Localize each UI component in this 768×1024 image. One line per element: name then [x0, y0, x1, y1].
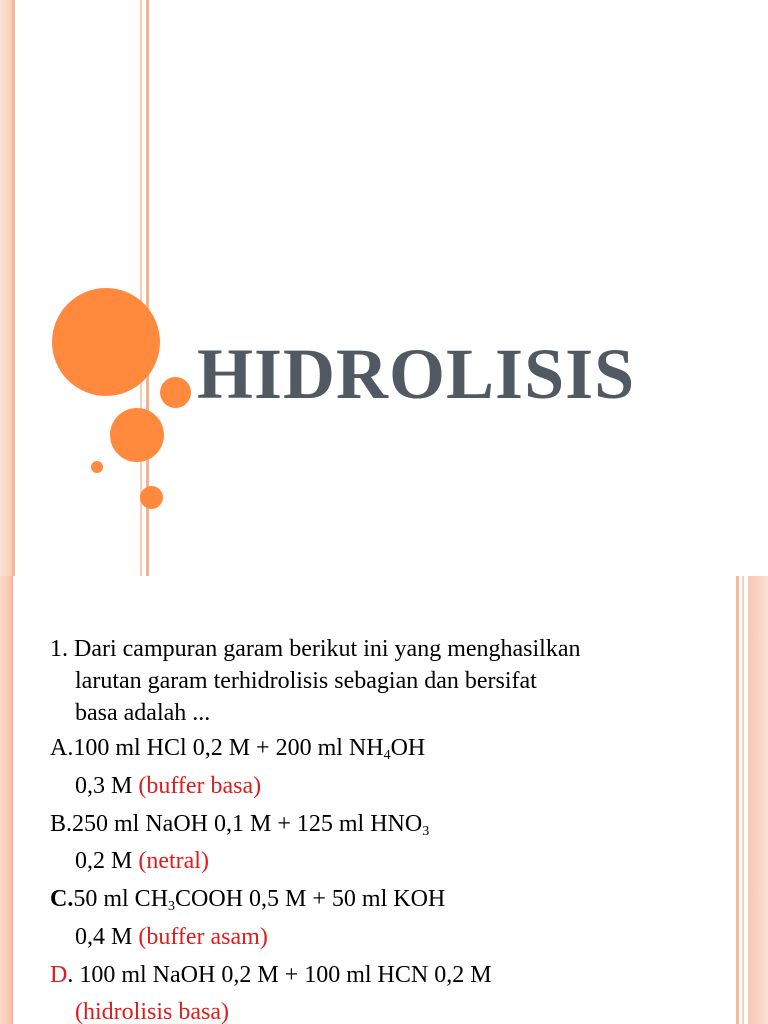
- option-d-text: . 100 ml NaOH 0,2 M + 100 ml HCN 0,2 M: [67, 962, 492, 988]
- option-a-conc: 0,3 M: [75, 773, 139, 799]
- option-b-subscript: 3: [422, 824, 430, 839]
- option-d: [50, 963, 492, 987]
- option-c-note: (buffer asam): [138, 924, 268, 950]
- question-slide: [0, 576, 768, 1024]
- option-c-letter: C.: [50, 886, 74, 912]
- option-d-letter: D: [50, 962, 68, 988]
- question-line-2: larutan garam terhidrolisis sebagian dan bersifat: [75, 668, 537, 694]
- decor-line: [12, 0, 15, 576]
- option-c: [50, 886, 446, 914]
- decor-circle-tiny: [91, 461, 103, 473]
- option-a-note: (buffer basa): [138, 773, 262, 799]
- slide-title: HIDROLISIS: [197, 334, 636, 414]
- option-a-text-end: OH: [390, 735, 426, 761]
- option-a-text: 100 ml HCl 0,2 M + 200 ml NH: [73, 735, 384, 761]
- option-d-note: (hidrolisis basa): [75, 999, 229, 1024]
- option-b: [50, 811, 430, 839]
- option-c-conc: 0,4 M: [75, 924, 139, 950]
- option-b-conc: 0,2 M: [75, 848, 139, 874]
- question-line-1: 1. Dari campuran garam berikut ini yang menghasilkan: [50, 636, 581, 662]
- option-b-letter: B.: [50, 811, 73, 837]
- option-a-subscript: 4: [383, 748, 391, 763]
- decor-circle-large: [52, 288, 160, 396]
- decor-line: [742, 576, 744, 1024]
- option-a-letter: A.: [50, 735, 74, 761]
- option-c-text: 50 ml CH: [73, 886, 169, 912]
- decor-line: [736, 576, 739, 1024]
- option-a-concentration: [75, 774, 261, 798]
- decor-circle-small: [160, 377, 191, 408]
- right-decor-band: [748, 576, 768, 1024]
- decor-circle-small: [140, 486, 163, 509]
- option-b-concentration: [75, 849, 209, 873]
- option-c-concentration: [75, 925, 268, 949]
- option-a: [50, 735, 426, 763]
- question-content: [0, 576, 736, 1024]
- question-line-3: basa adalah ...: [75, 700, 211, 726]
- option-c-text-end: COOH 0,5 M + 50 ml KOH: [175, 886, 446, 912]
- option-b-note: (netral): [138, 848, 209, 874]
- decor-circle-medium: [110, 408, 164, 462]
- option-b-text: 250 ml NaOH 0,1 M + 125 ml HNO: [72, 811, 423, 837]
- option-c-subscript: 3: [168, 899, 176, 914]
- left-decor-band: [0, 0, 12, 576]
